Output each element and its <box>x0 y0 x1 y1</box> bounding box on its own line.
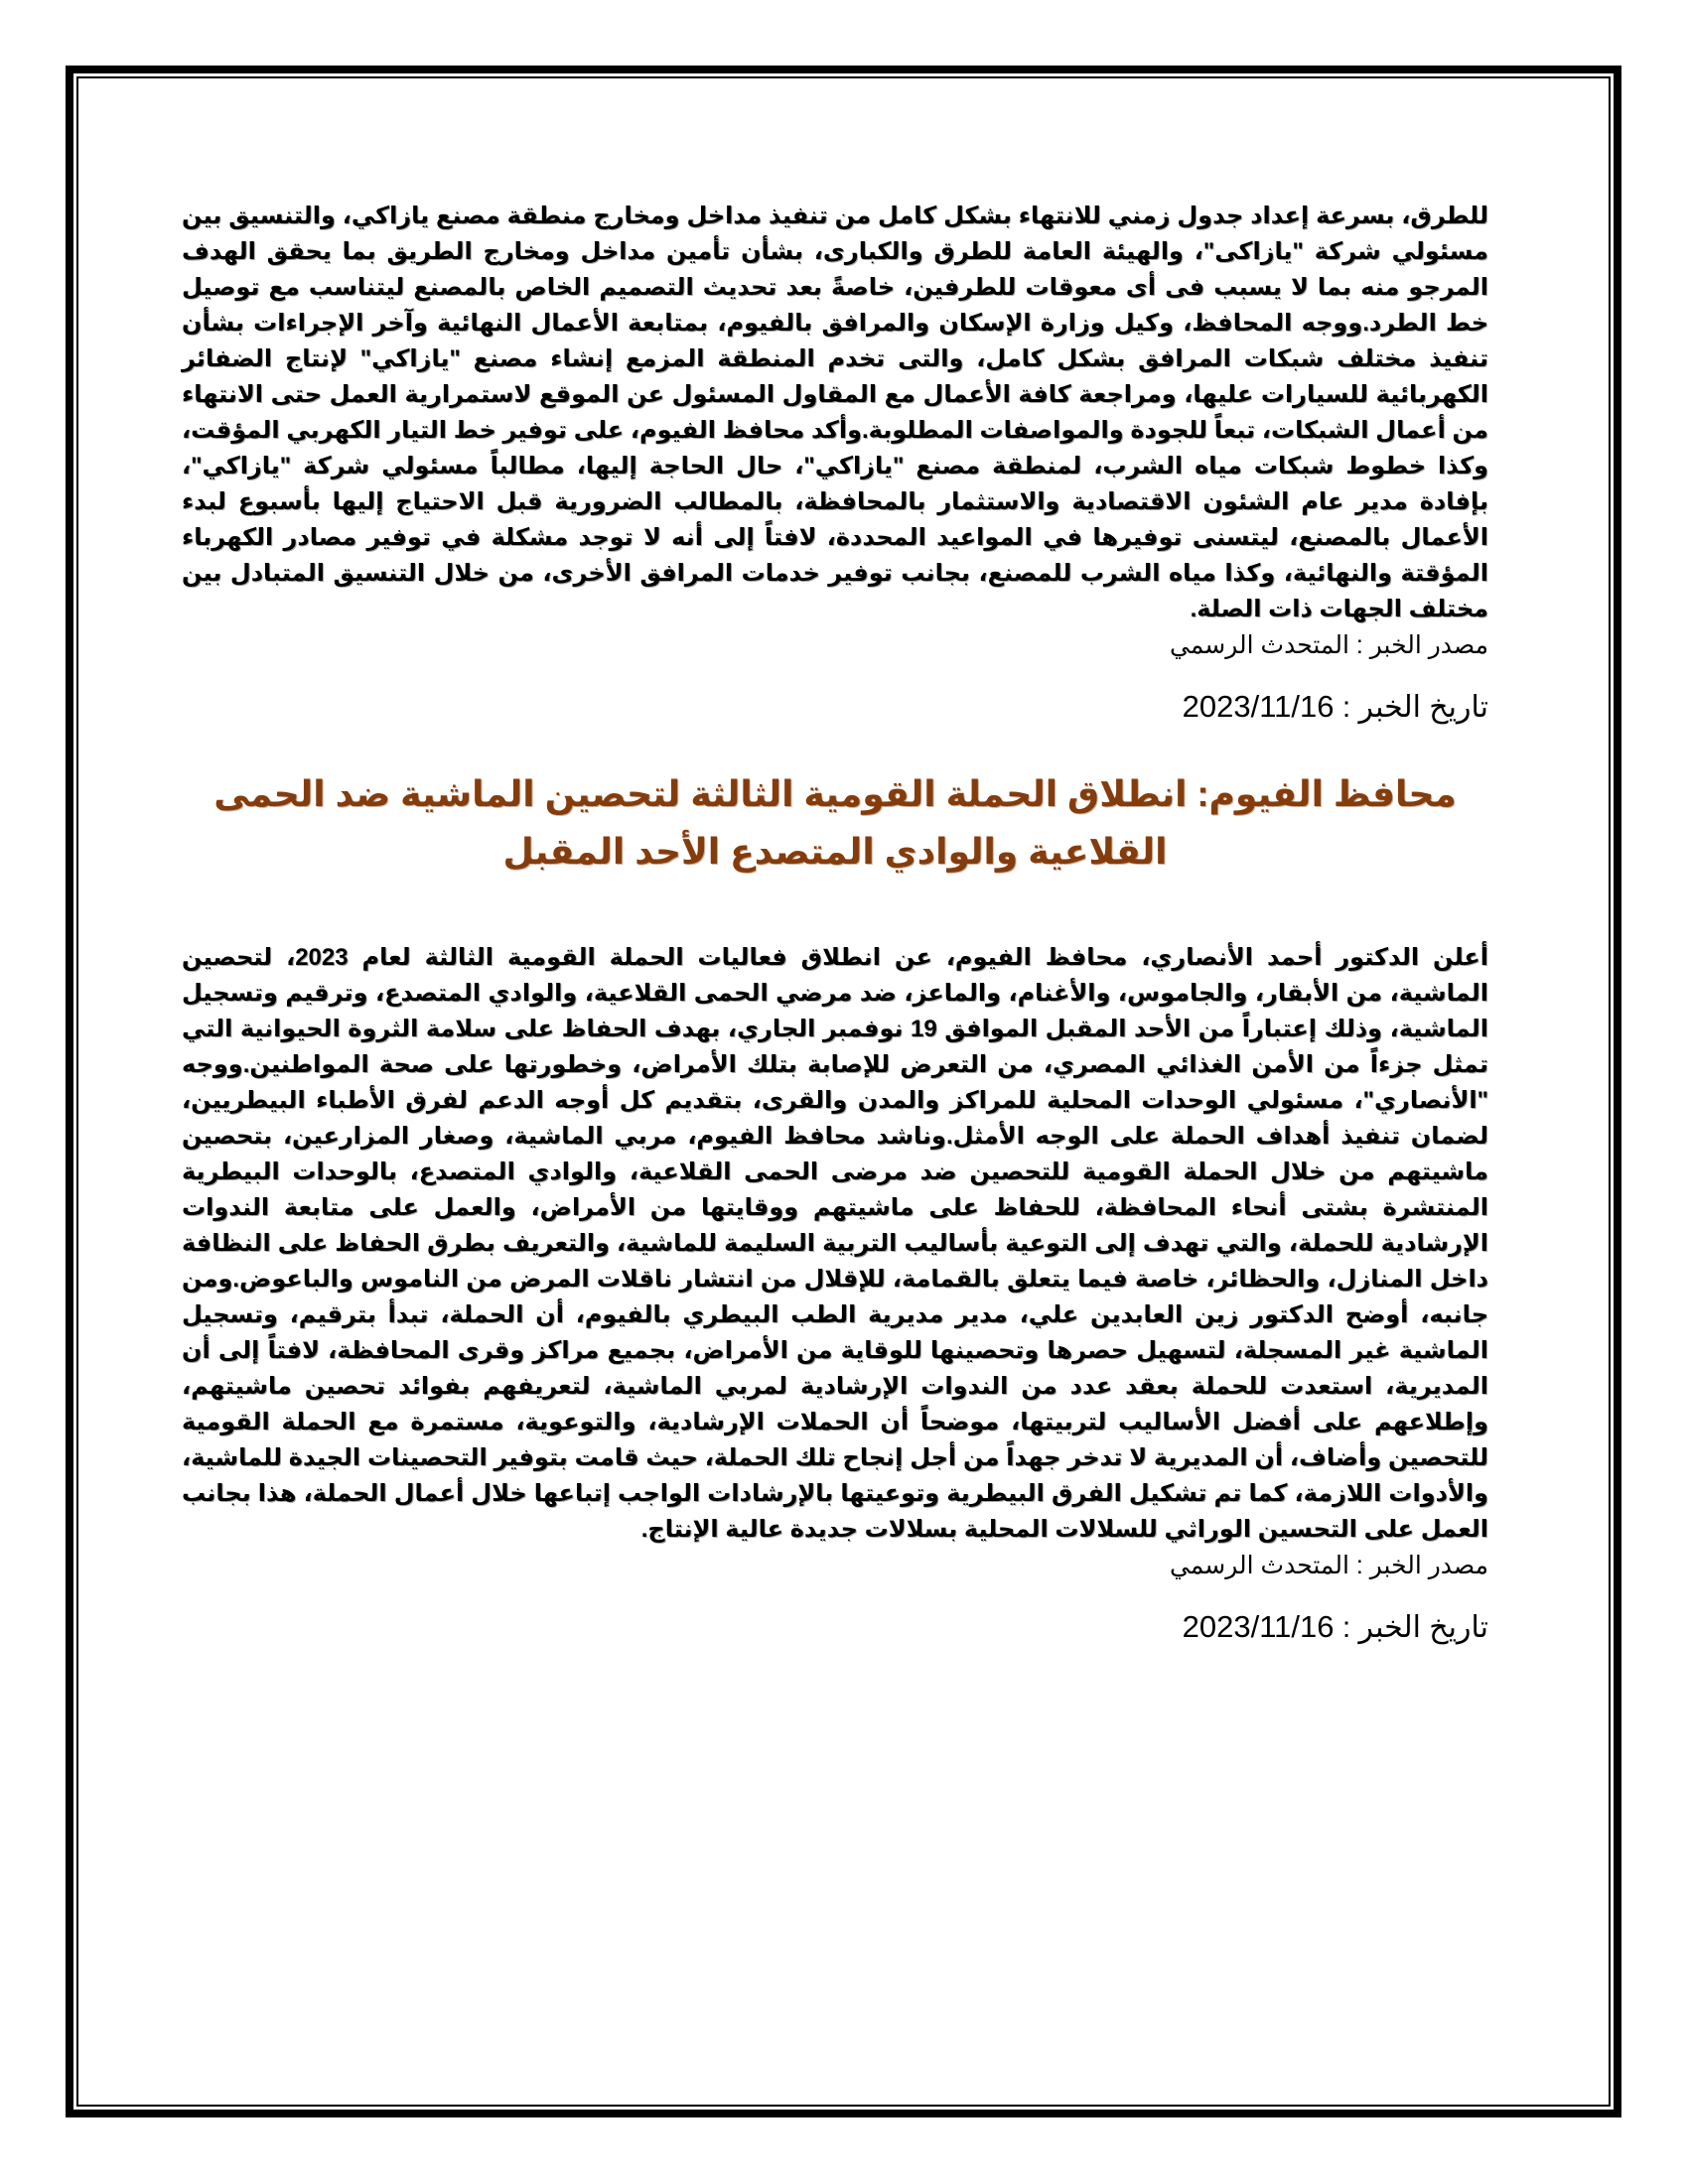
article-2-headline: محافظ الفيوم: انطلاق الحملة القومية الثالثة لتحصين الماشية ضد الحمى القلاعية والوادي المتصدع الأحد المقبل <box>213 773 1457 872</box>
article-1-source: مصدر الخبر : المتحدث الرسمي <box>1170 631 1488 659</box>
article-1-date <box>182 689 1488 726</box>
document-content <box>182 199 1488 1646</box>
article-1 <box>182 199 1488 726</box>
article-1-date-value: 2023/11/16 <box>1182 689 1335 724</box>
spacer <box>182 881 1488 940</box>
article-2-date-value: 2023/11/16 <box>1182 1609 1335 1644</box>
article-2-date-label: تاريخ الخبر : <box>1334 1611 1488 1644</box>
article-1-date-label: تاريخ الخبر : <box>1334 691 1488 724</box>
article-2-source: مصدر الخبر : المتحدث الرسمي <box>1170 1552 1488 1579</box>
article-2 <box>182 765 1488 1646</box>
article-2-date <box>182 1609 1488 1646</box>
article-1-body: للطرق، بسرعة إعداد جدول زمني للانتهاء بشكل كامل من تنفيذ مداخل ومخارج منطقة مصنع يازاكي، والتنسيق بين مسئولي شركة "يازاكى"، والهيئة العامة للطرق والكبارى، بشأن تأمين مداخل ومخارج الطريق بما يحقق الهدف المرجو منه بما لا يسبب فى أى معوقات للطرفين، خاصةً بعد تحديث التصميم الخاص بالمصنع ليتناسب مع توصيل خط الطرد.ووجه المحافظ، وكيل وزارة الإسكان والمرافق بالفيوم، بمتابعة الأعمال النهائية وآخر الإجراءات بشأن تنفيذ مختلف شبكات المرافق بشكل كامل، والتى تخدم المنطقة المزمع إنشاء مصنع "يازاكي" لإنتاج الضفائر الكهربائية للسيارات عليها، ومراجعة كافة الأعمال مع المقاول المسئول عن الموقع لاستمرارية العمل حتى الانتهاء من أعمال الشبكات، تبعاً للجودة والمواصفات المطلوبة.وأكد محافظ الفيوم، على توفير خط التيار الكهربي المؤقت، وكذا خطوط شبكات مياه الشرب، لمنطقة مصنع "يازاكي"، حال الحاجة إليها، مطالباً مسئولي شركة "يازاكي"، بإفادة مدير عام الشئون الاقتصادية والاستثمار بالمحافظة، بالمطالب الضرورية قبل الاحتياج إليها بأسبوع لبدء الأعمال بالمصنع، ليتسنى توفيرها في المواعيد المحددة، لافتاً إلى أنه لا توجد مشكلة في توفير مصادر الكهرباء المؤقتة والنهائية، وكذا مياه الشرب للمصنع، بجانب توفير خدمات المرافق الأخرى، من خلال التنسيق المتبادل بين مختلف الجهات ذات الصلة. <box>182 203 1489 622</box>
article-2-body: أعلن الدكتور أحمد الأنصاري، محافظ الفيوم، عن انطلاق فعاليات الحملة القومية الثالثة لعام 2023، لتحصين الماشية، من الأبقار، والجاموس، والأغنام، والماعز، ضد مرضي الحمى القلاعية، والوادي المتصدع، وترقيم وتسجيل الماشية، وذلك إعتباراً من الأحد المقبل الموافق 19 نوفمبر الجاري، بهدف الحفاظ على سلامة الثروة الحيوانية التي تمثل جزءاً من الأمن الغذائي المصري، من التعرض للإصابة بتلك الأمراض، وخطورتها على صحة المواطنين.ووجه "الأنصاري"، مسئولي الوحدات المحلية للمراكز والمدن والقرى، بتقديم كل أوجه الدعم لفرق الأطباء البيطريين، لضمان تنفيذ أهداف الحملة على الوجه الأمثل.وناشد محافظ الفيوم، مربي الماشية، وصغار المزارعين، بتحصين ماشيتهم من خلال الحملة القومية للتحصين ضد مرضى الحمى القلاعية، والوادي المتصدع، بالوحدات البيطرية المنتشرة بشتى أنحاء المحافظة، للحفاظ على ماشيتهم ووقايتها من الأمراض، والعمل على متابعة الندوات الإرشادية للحملة، والتي تهدف إلى التوعية بأساليب التربية السليمة للماشية، والتعريف بطرق الحفاظ على النظافة داخل المنازل، والحظائر، خاصة فيما يتعلق بالقمامة، للإقلال من انتشار ناقلات المرض من الناموس والباعوض.ومن جانبه، أوضح الدكتور زين العابدين علي، مدير مديرية الطب البيطري بالفيوم، أن الحملة، تبدأ بترقيم، وتسجيل الماشية غير المسجلة، لتسهيل حصرها وتحصينها للوقاية من الأمراض، بجميع مراكز وقرى المحافظة، لافتاً إلى أن المديرية، استعدت للحملة بعقد عدد من الندوات الإرشادية لمربي الماشية، لتعريفهم بفوائد تحصين ماشيتهم، وإطلاعهم على أفضل الأساليب لتربيتها، موضحاً أن الحملات الإرشادية، والتوعوية، مستمرة مع الحملة القومية للتحصين وأضاف، أن المديرية لا تدخر جهداً من أجل إنجاح تلك الحملة، حيث قامت بتوفير التحصينات الجيدة للماشية، والأدوات اللازمة، كما تم تشكيل الفرق البيطرية وتوعيتها بالإرشادات الواجب إتباعها خلال أعمال الحملة، هذا بجانب العمل على التحسين الوراثي للسلالات المحلية بسلالات جديدة عالية الإنتاج. <box>182 944 1489 1543</box>
